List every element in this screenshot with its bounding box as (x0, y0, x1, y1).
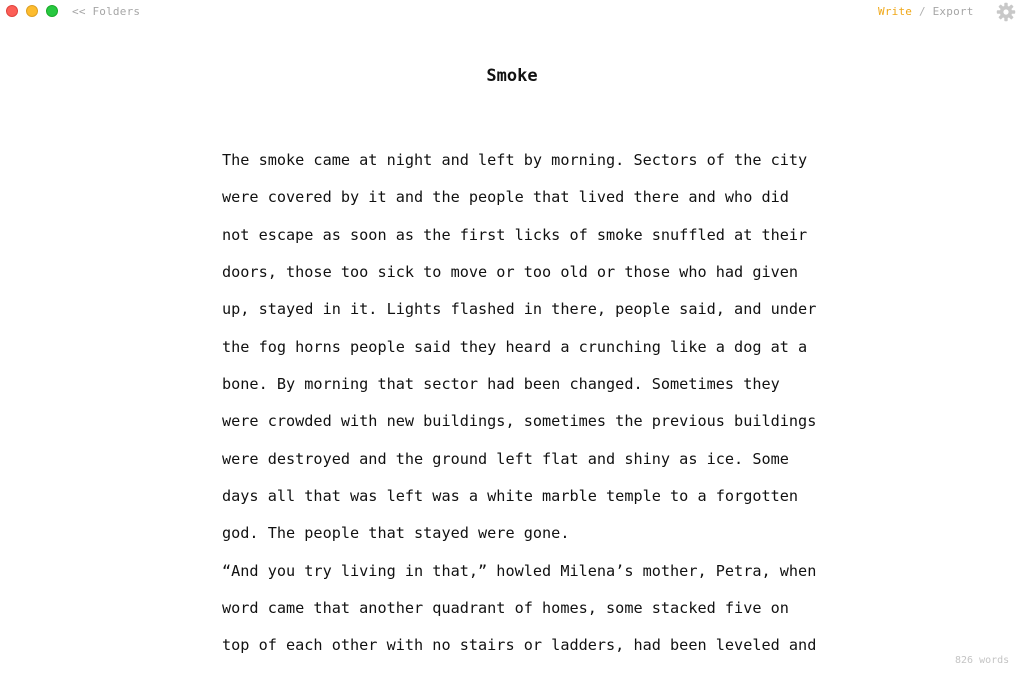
text-line: word came that another quadrant of homes, some stacked five on (222, 599, 789, 618)
text-line: not escape as soon as the first licks of smoke snuffled at their (222, 225, 808, 244)
text-line: the fog horns people said they heard a crunching like a dog at a (222, 337, 808, 356)
document-title[interactable]: Smoke (486, 66, 538, 86)
text-line: were crowded with new buildings, sometimes the previous buildings (222, 412, 817, 431)
gear-icon[interactable] (996, 2, 1016, 22)
text-line: doors, those too sick to move or too old or those who had given (222, 263, 799, 282)
text-line: days all that was left was a white marble temple to a forgotten (222, 487, 799, 506)
text-line: The smoke came at night and left by morning. Sectors of the city (222, 151, 808, 169)
text-line: were destroyed and the ground left flat and shiny as ice. Some (222, 449, 789, 468)
window-controls (6, 5, 58, 17)
text-line: “And you try living in that,” howled Milena’s mother, Petra, when (222, 561, 817, 580)
folders-back-link[interactable]: << Folders (72, 5, 141, 18)
minimize-window-button[interactable] (26, 5, 38, 17)
text-line: god. The people that stayed were gone. (222, 524, 570, 543)
write-mode-button[interactable]: Write (878, 5, 913, 18)
text-line: bone. By morning that sector had been changed. Sometimes they (222, 375, 780, 394)
close-window-button[interactable] (6, 5, 18, 17)
text-line: were covered by it and the people that lived there and who did (222, 188, 789, 207)
mode-separator: / (918, 5, 926, 18)
maximize-window-button[interactable] (46, 5, 58, 17)
document-body[interactable] (222, 142, 822, 665)
word-count: 826 words (955, 655, 1010, 666)
mode-switch (878, 5, 974, 18)
text-line: top of each other with no stairs or ladders, had been leveled and (222, 636, 817, 655)
text-line: up, stayed in it. Lights flashed in there, people said, and under (222, 300, 817, 319)
export-mode-button[interactable]: Export (932, 5, 974, 18)
